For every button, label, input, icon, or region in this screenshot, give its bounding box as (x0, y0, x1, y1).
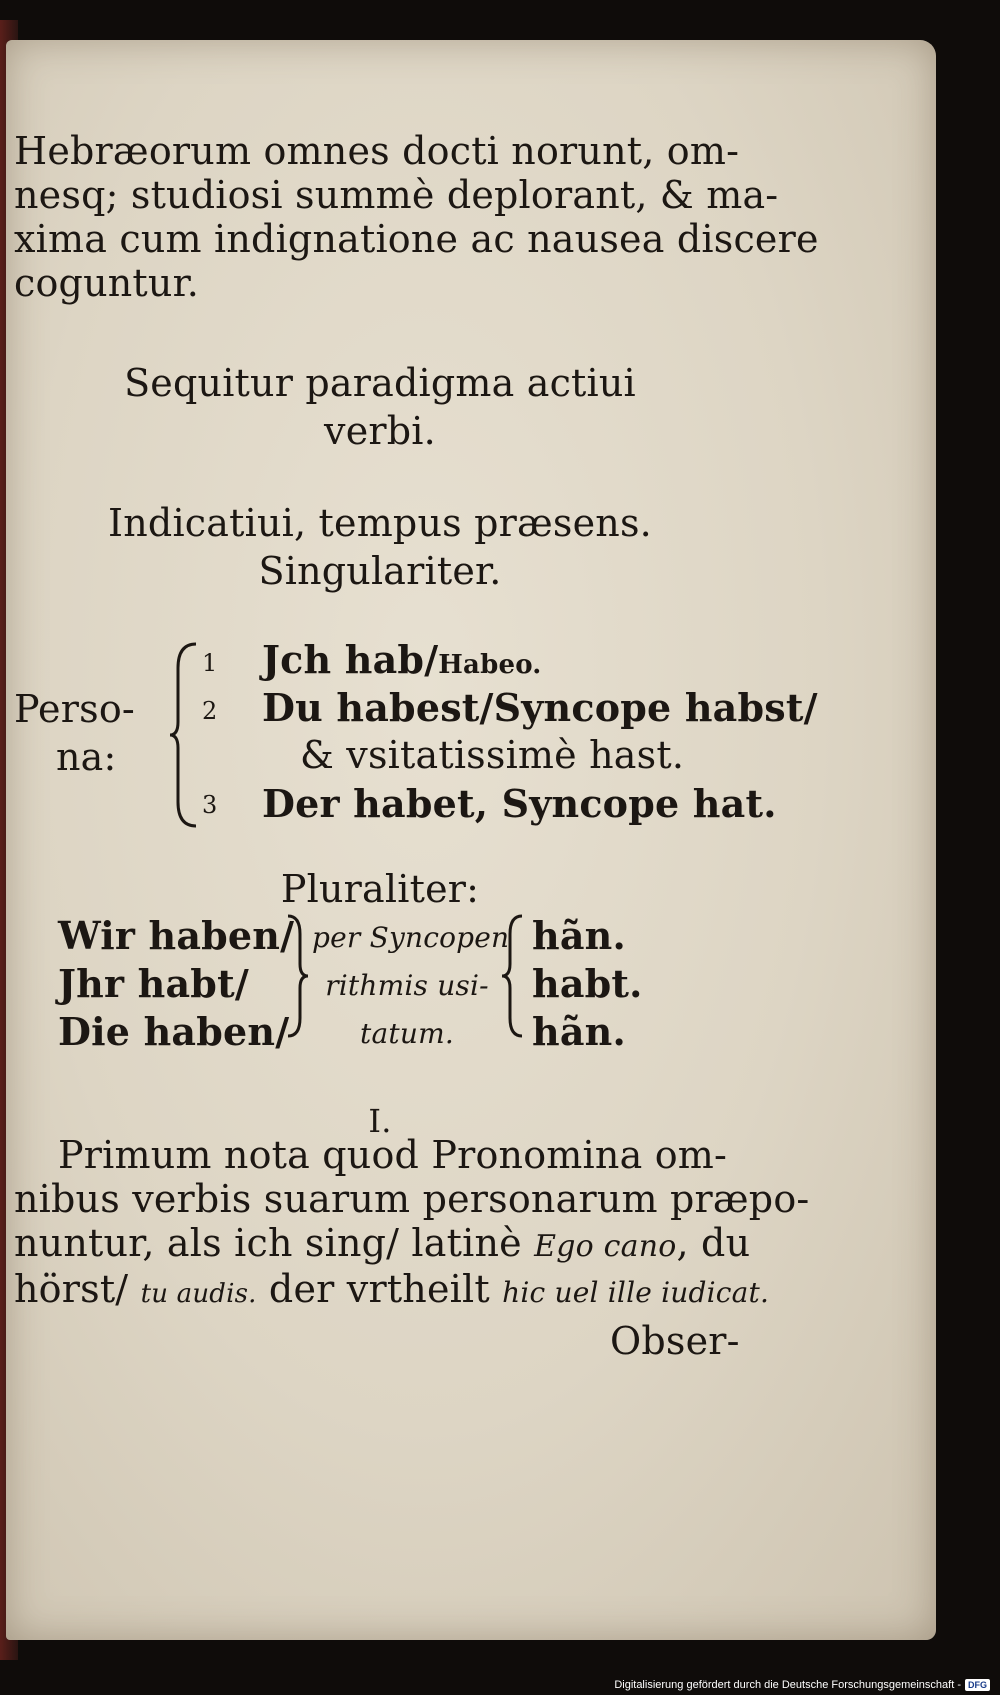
note-line: Primum nota quod Pronomina om- (58, 1133, 728, 1177)
persona-label: Perso- (14, 687, 135, 731)
note-text: der vrtheilt (256, 1267, 503, 1311)
subheading-line: Indicatiui, tempus præsens. (108, 501, 652, 545)
plural-form: Jhr habt/ (58, 961, 249, 1006)
note-text: , du (676, 1221, 751, 1265)
body-line: Hebræorum omnes docti norunt, om- (14, 129, 740, 173)
heading-line: verbi. (324, 409, 436, 453)
paradigm-row: & vsitatissimè hast. (300, 733, 685, 777)
heading-line: Sequitur paradigma actiui (124, 361, 636, 405)
body-line: coguntur. (14, 261, 200, 305)
credit-text: Digitalisierung gefördert durch die Deutsche Forschungsgemeinschaft - (614, 1679, 961, 1691)
note-text: hörst/ (14, 1267, 141, 1311)
note-line: nibus verbis suarum personarum præpo- (14, 1177, 810, 1221)
note-italic: Ego cano (534, 1229, 677, 1264)
paradigm-row: Der habet, Syncope hat. (262, 781, 777, 826)
plural-note: tatum. (360, 1017, 454, 1050)
left-brace-singular (168, 640, 202, 830)
body-line: nesq; studiosi summè deplorant, & ma- (14, 173, 779, 217)
note-italic: tu audis. (140, 1279, 257, 1309)
plural-result: hãn. (532, 1009, 626, 1054)
plural-result: hãn. (532, 913, 626, 958)
subheading-line: Singulariter. (258, 549, 502, 593)
dfg-logo: DFG (965, 1679, 990, 1691)
note-line (14, 1220, 750, 1270)
person-number: 3 (202, 791, 218, 819)
note-text: nuntur, als ich sing/ latinè (14, 1221, 535, 1265)
right-brace-plural (286, 912, 310, 1042)
paradigm-row: Du habest/Syncope habst/ (262, 685, 818, 730)
paradigm-form: Jch hab/ (262, 637, 439, 682)
section-number: I. (368, 1102, 392, 1140)
person-number: 2 (202, 697, 218, 725)
plural-form: Wir haben/ (58, 913, 295, 958)
plural-form: Die haben/ (58, 1009, 290, 1054)
plural-heading: Pluraliter: (280, 867, 480, 911)
plural-note: rithmis usi- (325, 969, 489, 1002)
person-number: 1 (202, 649, 218, 677)
body-line: xima cum indignatione ac nausea discere (14, 217, 819, 261)
plural-result: habt. (532, 961, 643, 1006)
paradigm-gloss: Habeo. (438, 650, 542, 680)
note-line (14, 1266, 769, 1318)
persona-label: na: (56, 735, 117, 779)
left-brace-plural (500, 912, 524, 1042)
note-italic: hic uel ille iudicat. (502, 1276, 770, 1309)
paradigm-row (262, 636, 542, 689)
plural-note: per Syncopen (312, 921, 510, 954)
digitization-credit (614, 1679, 990, 1691)
catchword: Obser- (610, 1319, 740, 1363)
